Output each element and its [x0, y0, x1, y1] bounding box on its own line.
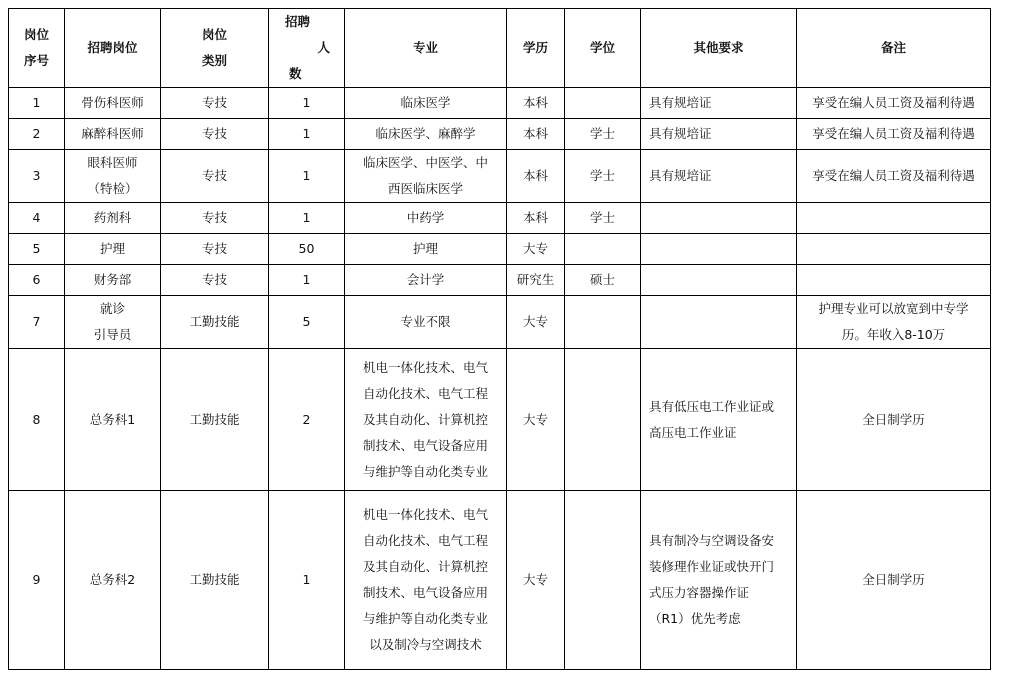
cell-notes [797, 150, 991, 203]
header-count-line: 招聘 [285, 14, 311, 29]
cell-other-requirements [641, 203, 797, 234]
cell-other-requirements [641, 119, 797, 150]
header-degree: 学位 [565, 9, 641, 88]
cell-major-line: 与维护等自动化类专业 [362, 463, 488, 479]
cell-major-line: 制技术、电气设备应用 [362, 585, 488, 600]
table-row [9, 265, 991, 296]
table-row [9, 234, 991, 265]
cell-notes [797, 296, 991, 349]
cell-major-line: 专业不限 [400, 314, 451, 329]
cell-other-requirements-line: （R1）优先考虑 [649, 611, 741, 626]
cell-post-line: 就诊 [99, 301, 125, 316]
cell-other-requirements [641, 349, 797, 491]
cell-degree [565, 491, 641, 670]
cell-other-requirements-line: 具有低压电工作业证或 [649, 398, 775, 414]
cell-post-line: 药剂科 [93, 210, 132, 225]
cell-major-line: 机电一体化技术、电气 [362, 507, 488, 522]
cell-major [345, 349, 507, 491]
cell-post [65, 119, 161, 150]
cell-post [65, 491, 161, 670]
header-seq-line: 岗位 [23, 27, 49, 42]
cell-major-line: 与维护等自动化类专业 [362, 611, 488, 626]
cell-seq: 8 [9, 349, 65, 491]
cell-post-line: 财务部 [93, 272, 132, 287]
header-post: 招聘岗位 [65, 9, 161, 88]
header-row [9, 9, 991, 88]
cell-other-requirements-line: 高压电工作业证 [649, 424, 737, 440]
cell-other-requirements-line: 具有规培证 [649, 95, 712, 110]
cell-count: 50 [269, 234, 345, 265]
cell-post-line: 护理 [99, 241, 125, 256]
table-row [9, 203, 991, 234]
cell-major-line: 自动化技术、电气工程 [362, 533, 488, 548]
cell-major-line: 西医临床医学 [387, 181, 463, 196]
cell-degree [565, 234, 641, 265]
cell-other-requirements-line: 式压力容器操作证 [649, 585, 750, 600]
cell-other-requirements [641, 296, 797, 349]
cell-notes-line: 享受在编人员工资及福利待遇 [812, 126, 975, 141]
cell-degree: 学士 [565, 203, 641, 234]
cell-seq: 2 [9, 119, 65, 150]
cell-notes-line: 享受在编人员工资及福利待遇 [812, 168, 975, 183]
cell-major [345, 150, 507, 203]
table-row [9, 349, 991, 491]
cell-post [65, 150, 161, 203]
cell-major-line: 中药学 [406, 210, 445, 225]
cell-post-line: 总务科2 [89, 572, 136, 587]
cell-notes-line: 护理专业可以放宽到中专学 [818, 301, 969, 316]
cell-education: 本科 [507, 203, 565, 234]
header-count-line: 人 [317, 40, 330, 55]
cell-post-line: 引导员 [93, 327, 132, 342]
header-notes: 备注 [797, 9, 991, 88]
cell-post-line: 骨伤科医师 [81, 95, 144, 110]
table-row [9, 296, 991, 349]
cell-type: 专技 [161, 265, 269, 296]
header-type [161, 9, 269, 88]
cell-seq: 4 [9, 203, 65, 234]
table-row [9, 119, 991, 150]
cell-type: 专技 [161, 119, 269, 150]
cell-count: 2 [269, 349, 345, 491]
cell-type: 工勤技能 [161, 296, 269, 349]
header-type-line: 类别 [201, 53, 227, 68]
cell-major-line: 及其自动化、计算机控 [362, 559, 488, 574]
cell-major-line: 护理 [412, 241, 438, 256]
header-count [269, 9, 345, 88]
header-seq [9, 9, 65, 88]
cell-notes [797, 265, 991, 296]
cell-major-line: 以及制冷与空调技术 [369, 637, 482, 652]
cell-post-line: 眼科医师 [87, 155, 138, 170]
cell-major [345, 234, 507, 265]
cell-other-requirements [641, 150, 797, 203]
cell-other-requirements-line: 装修理作业证或快开门 [649, 559, 775, 574]
cell-post [65, 88, 161, 119]
cell-notes [797, 88, 991, 119]
cell-education: 大专 [507, 349, 565, 491]
cell-major [345, 265, 507, 296]
cell-other-requirements-line: 具有规培证 [649, 126, 712, 141]
cell-notes-line: 享受在编人员工资及福利待遇 [812, 95, 975, 110]
cell-major-line: 及其自动化、计算机控 [362, 411, 488, 427]
cell-notes-line: 全日制学历 [862, 411, 925, 427]
cell-count: 1 [269, 203, 345, 234]
cell-other-requirements [641, 265, 797, 296]
cell-count: 1 [269, 88, 345, 119]
cell-post-line: 麻醉科医师 [81, 126, 144, 141]
cell-education: 本科 [507, 150, 565, 203]
recruitment-table [8, 8, 991, 670]
cell-other-requirements [641, 88, 797, 119]
cell-major-line: 会计学 [406, 272, 445, 287]
cell-type: 专技 [161, 150, 269, 203]
cell-major [345, 296, 507, 349]
cell-seq: 5 [9, 234, 65, 265]
cell-other-requirements-line: 具有规培证 [649, 168, 712, 183]
cell-degree [565, 88, 641, 119]
cell-post-line: 总务科1 [89, 411, 136, 427]
cell-post [65, 349, 161, 491]
cell-post [65, 296, 161, 349]
cell-degree: 学士 [565, 119, 641, 150]
cell-seq: 7 [9, 296, 65, 349]
cell-degree: 学士 [565, 150, 641, 203]
cell-notes [797, 349, 991, 491]
cell-major [345, 88, 507, 119]
cell-major [345, 203, 507, 234]
cell-post [65, 203, 161, 234]
cell-major-line: 自动化技术、电气工程 [362, 385, 488, 401]
header-other-requirements: 其他要求 [641, 9, 797, 88]
cell-post [65, 265, 161, 296]
cell-education: 本科 [507, 119, 565, 150]
cell-type: 工勤技能 [161, 349, 269, 491]
cell-degree [565, 349, 641, 491]
cell-seq: 6 [9, 265, 65, 296]
cell-type: 专技 [161, 203, 269, 234]
header-education: 学历 [507, 9, 565, 88]
cell-degree: 硕士 [565, 265, 641, 296]
cell-education: 大专 [507, 234, 565, 265]
cell-notes [797, 119, 991, 150]
cell-major-line: 机电一体化技术、电气 [362, 359, 488, 375]
cell-major [345, 491, 507, 670]
cell-major [345, 119, 507, 150]
cell-major-line: 临床医学、中医学、中 [362, 155, 488, 170]
table-row [9, 491, 991, 670]
cell-education: 本科 [507, 88, 565, 119]
cell-count: 5 [269, 296, 345, 349]
header-major: 专业 [345, 9, 507, 88]
table-row [9, 150, 991, 203]
header-type-line: 岗位 [201, 27, 227, 42]
cell-seq: 3 [9, 150, 65, 203]
cell-post-line: （特检） [87, 181, 138, 196]
table-row [9, 88, 991, 119]
cell-major-line: 临床医学 [400, 95, 451, 110]
cell-other-requirements [641, 491, 797, 670]
cell-type: 工勤技能 [161, 491, 269, 670]
cell-degree [565, 296, 641, 349]
cell-major-line: 制技术、电气设备应用 [362, 437, 488, 453]
header-seq-line: 序号 [23, 53, 49, 68]
cell-post [65, 234, 161, 265]
cell-education: 大专 [507, 491, 565, 670]
cell-notes-line: 历。年收入8-10万 [841, 327, 946, 342]
cell-notes-line: 全日制学历 [862, 572, 925, 587]
header-count-line: 数 [289, 66, 302, 81]
cell-notes [797, 491, 991, 670]
cell-type: 专技 [161, 234, 269, 265]
cell-education: 大专 [507, 296, 565, 349]
cell-notes [797, 203, 991, 234]
cell-other-requirements-line: 具有制冷与空调设备安 [649, 533, 775, 548]
cell-notes [797, 234, 991, 265]
cell-count: 1 [269, 150, 345, 203]
cell-seq: 9 [9, 491, 65, 670]
cell-major-line: 临床医学、麻醉学 [375, 126, 476, 141]
cell-count: 1 [269, 491, 345, 670]
cell-education: 研究生 [507, 265, 565, 296]
cell-type: 专技 [161, 88, 269, 119]
cell-other-requirements [641, 234, 797, 265]
cell-count: 1 [269, 119, 345, 150]
cell-seq: 1 [9, 88, 65, 119]
cell-count: 1 [269, 265, 345, 296]
